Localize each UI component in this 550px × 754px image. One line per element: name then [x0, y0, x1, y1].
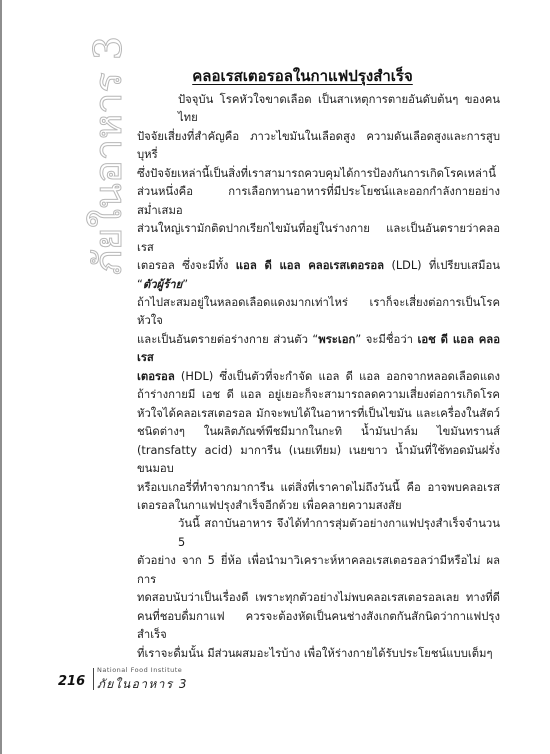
- text-segment: ตัวอย่าง จาก 5 ยี่ห้อ เพื่อนำมาวิเคราะห์หาคลอเรสเตอรอลว่ามีหรือไม่ ผลการ: [137, 554, 500, 586]
- page-edge-shadow: [0, 0, 2, 754]
- text-segment: ทดสอบนับว่าเป็นเรื่องดี เพราะทุกตัวอย่างไม่พบคลอเรสเตอรอลเลย ทางที่ดี: [137, 591, 500, 605]
- text-line: [137, 552, 500, 589]
- text-segment: ที่เราจะดื่มนั้น มีส่วนผสมอะไรบ้าง เพื่อให้ร่างกายได้รับประโยชน์แบบเต็มๆ: [137, 646, 493, 660]
- bold-term-hdl: เอช ดี แอล คลอเรส: [137, 332, 500, 365]
- text-segment: เตอรอลในกาแฟปรุงสำเร็จอีกด้วย เพื่อคลายความสงสัย: [137, 498, 402, 512]
- footer-book-title: ภัยในอาหาร 3: [97, 677, 188, 691]
- text-segment: ชนิดต่างๆ ในผลิตภัณฑ์พืชมีมากในกะทิ น้ำมันปาล์ม ไขมันทรานส์: [137, 425, 500, 439]
- bold-term-ldl: แอล ดี แอล คลอเรสเตอรอล: [235, 259, 385, 273]
- text-line: [137, 423, 500, 441]
- side-watermark: ภัยในอาหาร 3: [86, 35, 130, 275]
- text-segment: คนที่ชอบดื่มกาแฟ ควรจะต้องหัดเป็นคนช่างสังเกตกันสักนิดว่ากาแฟปรุงสำเร็จ: [137, 609, 500, 642]
- text-segment: ปัจจัยเสี่ยงที่สำคัญคือ ภาวะไขมันในเลือดสูง ความดันเลือดสูงและการสูบบุหรี่: [137, 129, 500, 162]
- text-segment: (transfatty acid) มาการีน (เนยเทียม) เนยขาว น้ำมันที่ใช้ทอดมันฝรั่ง ขนมอบ: [137, 443, 500, 476]
- emphasis-villain: ตัวผู้ร้าย: [142, 277, 183, 291]
- text-line: [137, 91, 500, 128]
- text-segment: หัวใจได้คลอเรสเตอรอล มักจะพบได้ในอาหารที่เป็นไขมัน และเครื่องในสัตว์: [137, 406, 500, 420]
- text-line: [137, 294, 500, 331]
- text-line: [137, 608, 500, 645]
- text-segment: ถ้าร่างกายมี เอช ดี แอล อยู่เยอะก็จะสามารถลดความเสี่ยงต่อการเกิดโรค: [137, 388, 500, 402]
- text-segment: (LDL) ที่เปรียบเสมือน “: [137, 259, 500, 291]
- footer-institute: National Food Institute: [97, 666, 183, 674]
- article-body: [137, 91, 500, 663]
- paragraph: [137, 91, 500, 515]
- text-segment: (HDL) ซึ่งเป็นตัวที่จะกำจัด แอล ดี แอล ออกจากหลอดเลือดแดง: [174, 369, 500, 383]
- text-line: [137, 386, 500, 404]
- text-segment: วันนี้ สถาบันอาหาร จึงได้ทำการสุ่มตัวอย่างกาแฟปรุงสำเร็จจำนวน 5: [178, 517, 500, 549]
- paragraph: [137, 515, 500, 663]
- text-line: [137, 331, 500, 368]
- text-segment: ปัจจุบัน โรคหัวใจขาดเลือด เป็นสาเหตุการตายอันดับต้นๆ ของคนไทย: [178, 93, 500, 125]
- text-segment: เตอรอล ซึ่งจะมีทั้ง: [137, 259, 236, 273]
- emphasis-hero: พระเอก: [318, 332, 356, 346]
- text-line: [137, 405, 500, 423]
- page-number: 216: [58, 674, 86, 689]
- text-segment: ส่วนหนึ่งคือ การเลือกทานอาหารที่มีประโยชน์และออกกำลังกายอย่างสม่ำเสมอ: [137, 185, 500, 217]
- text-line: [137, 183, 500, 220]
- text-line: [137, 515, 500, 552]
- text-segment: หรือเบเกอรี่ที่ทำจากมาการีน แต่สิ่งที่เราคาดไม่ถึงวันนี้ คือ อาจพบคลอเรส: [137, 480, 500, 494]
- text-segment: ถ้าไปสะสมอยู่ในหลอดเลือดแดงมากเท่าไหร่ เราก็จะเสี่ยงต่อการเป็นโรคหัวใจ: [137, 295, 500, 328]
- text-line: [137, 645, 500, 663]
- text-line: [137, 257, 500, 294]
- text-line: [137, 220, 500, 257]
- text-line: [137, 442, 500, 479]
- text-segment: ”: [182, 277, 189, 291]
- text-segment: ซึ่งปัจจัยเหล่านี้เป็นสิ่งที่เราสามารถควบคุมได้การป้องกันการเกิดโรคเหล่านี้: [137, 166, 496, 180]
- text-line: [137, 368, 500, 386]
- text-line: [137, 165, 500, 183]
- bold-term-hdl-cont: เตอรอล: [137, 369, 175, 383]
- footer-divider: [93, 668, 94, 690]
- text-segment: ” จะมีชื่อว่า: [355, 332, 418, 346]
- text-line: [137, 479, 500, 497]
- text-line: [137, 589, 500, 607]
- text-segment: ส่วนใหญ่เรามักติดปากเรียกไขมันที่อยู่ในร่างกาย และเป็นอันตรายว่าคลอเรส: [137, 222, 500, 254]
- text-segment: และเป็นอันตรายต่อร่างกาย ส่วนตัว “: [137, 332, 319, 346]
- text-line: [137, 128, 500, 165]
- article-title: คลอเรสเตอรอลในกาแฟปรุงสำเร็จ: [192, 67, 413, 85]
- text-line: [137, 497, 500, 515]
